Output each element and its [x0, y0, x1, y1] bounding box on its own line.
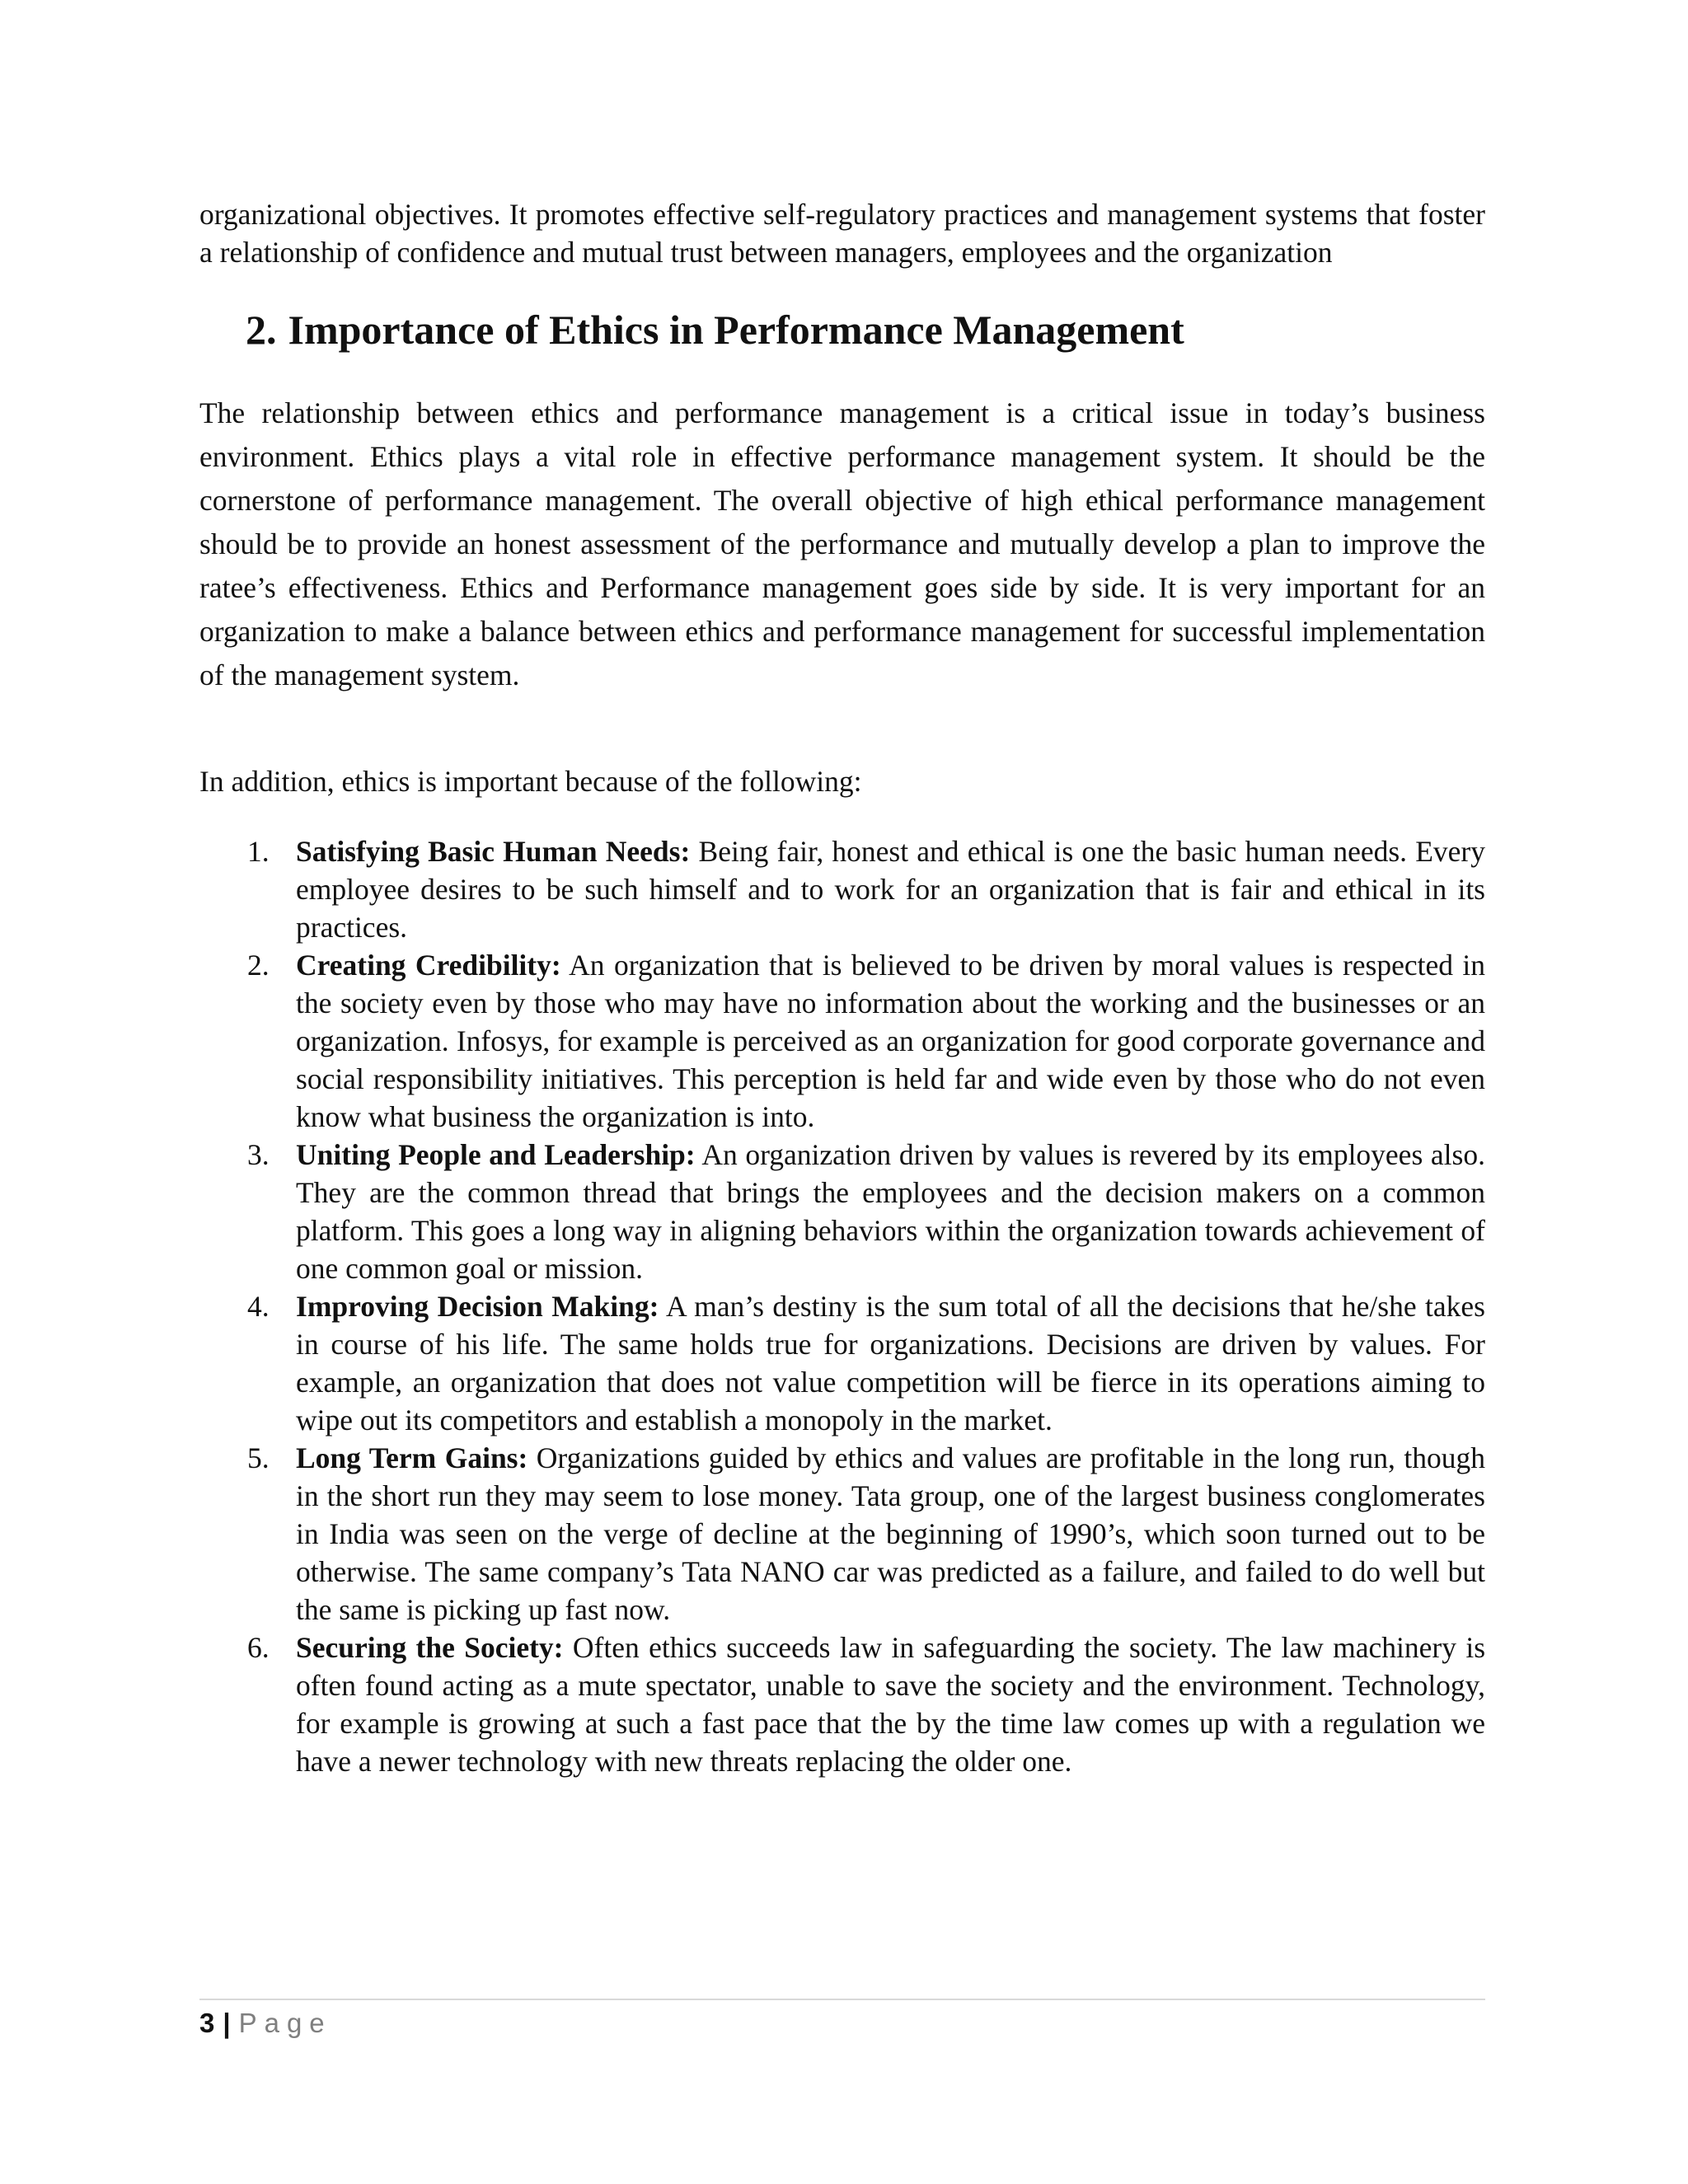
list-item-term: Creating Credibility: [296, 949, 561, 982]
section-number: 2. [246, 307, 277, 353]
body-paragraph: The relationship between ethics and performance management is a critical issue in today’s business environment. Ethics plays a vital role in effective performance management system. It should be the cornerstone of performance management. The overall objective of high ethical performance management should be to provide an honest assessment of the performance and mutually develop a plan to improve the ratee’s effectiveness. Ethics and Performance management goes side by side. It is very important for an organization to make a balance between ethics and performance management for successful implementation of the management system. [199, 396, 1485, 691]
page-number: 3 [199, 2008, 215, 2038]
list-item-number: 1. [247, 835, 270, 868]
list-item-number: 5. [247, 1441, 270, 1474]
list-item-text: An organization driven by values is revered by its employees also. They are the common thread that brings the employees and the decision makers on a common platform. This goes a long way in aligning behaviors within the organization towards achievement of one common goal or mission. [296, 1138, 1485, 1285]
list-item-text: Being fair, honest and ethical is one the basic human needs. Every employee desires to be such himself and to work for an organization that is fair and ethical in its practices. [296, 835, 1485, 944]
footer-separator: | [223, 2008, 231, 2038]
list-item-number: 3. [247, 1138, 270, 1171]
list-item [199, 1287, 1485, 1439]
page-footer [199, 2005, 332, 2041]
section-heading [246, 305, 1184, 354]
reasons-list [199, 832, 1485, 1780]
list-item [199, 1136, 1485, 1287]
page-label: Page [238, 2008, 332, 2038]
list-item [199, 1439, 1485, 1629]
list-item [199, 832, 1485, 946]
footer-divider [199, 1999, 1485, 2000]
list-item-term: Improving Decision Making: [296, 1290, 659, 1323]
section-title: Importance of Ethics in Performance Management [288, 307, 1184, 353]
list-item-term: Satisfying Basic Human Needs: [296, 835, 691, 868]
list-item-term: Uniting People and Leadership: [296, 1138, 696, 1171]
list-item-text: Organizations guided by ethics and values are profitable in the long run, though in the short run they may seem to lose money. Tata group, one of the largest business conglomerates in India was seen on the verge of decline at the beginning of 1990’s, which soon turned out to be otherwise. The same company’s Tata NANO car was predicted as a failure, and failed to do well but the same is picking up fast now. [296, 1441, 1485, 1626]
list-item-number: 6. [247, 1631, 270, 1664]
list-item-number: 4. [247, 1290, 270, 1323]
list-item [199, 946, 1485, 1136]
list-item-term: Securing the Society: [296, 1631, 564, 1664]
intro-paragraph: organizational objectives. It promotes effective self-regulatory practices and management systems that foster a relationship of confidence and mutual trust between managers, employees and the organization [199, 198, 1485, 269]
list-item [199, 1629, 1485, 1780]
list-intro: In addition, ethics is important because of the following: [199, 765, 862, 798]
list-item-text: An organization that is believed to be driven by moral values is respected in the society even by those who may have no information about the working and the businesses or an organization. Infosys, for example is perceived as an organization for good corporate governance and social responsibility initiatives. This perception is held far and wide even by those who do not even know what business the organization is into. [296, 949, 1486, 1133]
list-item-text: Often ethics succeeds law in safeguarding the society. The law machinery is often found acting as a mute spectator, unable to save the society and the environment. Technology, for example is growing at such a fast pace that the by the time law comes up with a regulation we have a newer technology with new threats replacing the older one. [296, 1631, 1486, 1778]
list-item-text: A man’s destiny is the sum total of all the decisions that he/she takes in course of his life. The same holds true for organizations. Decisions are driven by values. For example, an organization that does not value competition will be fierce in its operations aiming to wipe out its competitors and establish a monopoly in the market. [296, 1290, 1485, 1436]
list-item-number: 2. [247, 949, 270, 982]
list-item-term: Long Term Gains: [296, 1441, 528, 1474]
